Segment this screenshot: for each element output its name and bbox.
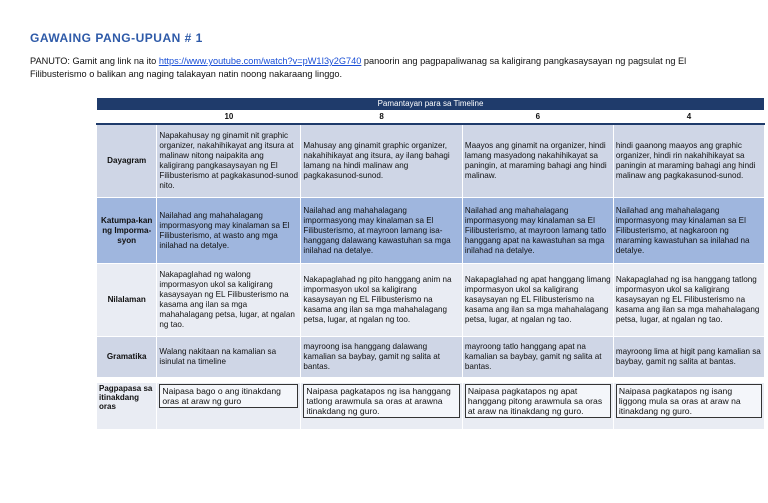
rubric-cell: mayroong isa hanggang dalawang kamalian sa baybay, gamit ng salita at bantas. (301, 337, 462, 378)
rubric-cell: Nailahad ang mahahalagang impormasyong may kinalaman sa El Filibusterismo, at wasto ang mga inilahad na detalye. (157, 198, 301, 264)
rubric-cell-text: Naipasa pagkatapos ng isa hanggang tatlong arawmula sa oras at arawna itinakdang ng guro. (303, 384, 459, 418)
rubric-row-nilalaman (97, 264, 765, 337)
instructions-prefix: PANUTO: Gamit ang link na ito (30, 56, 159, 66)
page-title: GAWAING PANG-UPUAN # 1 (30, 31, 203, 45)
rubric-row-dayagram (97, 124, 765, 198)
rubric-cell-text: Naipasa bago o ang itinakdang oras at araw ng guro (159, 384, 298, 408)
rubric-cell: mayroong lima at higit pang kamalian sa baybay, gamit ng salita at bantas. (613, 337, 764, 378)
score-header-10: 10 (157, 111, 301, 125)
rubric-cell: Nailahad ang mahahalagang impormasyong may kinalaman sa El Filibusterismo, at mayroon lamang isa- hanggang dalawang kawastuhan sa mga inilahad na detalye. (301, 198, 462, 264)
criterion-label: Gramatika (97, 337, 157, 378)
rubric-table (96, 97, 765, 430)
rubric-cell: Nailahad ang mahahalagang impormasyong may kinalaman sa El Filibusterismo, at mayroon lamang tatlo hanggang apat na kawastuhan sa mga inilahad na detalye. (462, 198, 613, 264)
criterion-label: Dayagram (97, 124, 157, 198)
rubric-cell: hindi gaanong maayos ang graphic organizer, hindi rin nakahihikayat sa paningin at maraming bahagi ang hindi malinaw ang pagkakasunod-sunod. (613, 124, 764, 198)
rubric-cell: Mahusay ang ginamit graphic organizer, nakahihikayat ang itsura, ay ilang bahagi lamang na hindi malinaw ang pagkakasunod-sunod. (301, 124, 462, 198)
rubric-cell: mayroong tatlo hanggang apat na kamalian sa baybay, gamit ng salita at bantas. (462, 337, 613, 378)
rubric-cell (157, 383, 301, 430)
instructions (30, 55, 740, 81)
score-header-4: 4 (613, 111, 764, 125)
criterion-label: Pagpapasa sa itinakdang oras (97, 383, 157, 430)
rubric-cell-text: Naipasa pagkatapos ng apat hanggang pitong arawmula sa oras at araw na itinakdang ng guro. (465, 384, 611, 418)
rubric-cell (613, 383, 764, 430)
rubric-cell: Nakapaglahad ng apat hanggang limang impormasyon ukol sa kaligirang kasaysayan ng EL Filibusterismo na kasama ang ilan sa mga mahahalagang petsa, lugar, at ngalan ng tao. (462, 264, 613, 337)
rubric-cell (462, 383, 613, 430)
rubric-row-katumpakan (97, 198, 765, 264)
instructions-suffix: panoorin ang pagpapaliwanag sa kaligirang pangkasaysayan ng pagsulat ng El Filibusterismo o balikan ang naging talakayan natin noong nakaraang linggo. (30, 56, 687, 79)
youtube-link[interactable]: https://www.youtube.com/watch?v=pW1I3y2G740 (158, 56, 362, 66)
rubric-cell-text: Naipasa pagkatapos ng isang liggong mula sa oras at araw na itinakdang ng guro. (616, 384, 762, 418)
rubric-row-gramatika (97, 337, 765, 378)
criterion-label: Katumpa-kan ng Imporma-syon (97, 198, 157, 264)
criterion-label: Nilalaman (97, 264, 157, 337)
score-header-6: 6 (462, 111, 613, 125)
rubric-cell: Nakapaglahad ng isa hanggang tatlong impormasyon ukol sa kaligirang kasaysayan ng EL Filibusterismo na kasama ang ilan sa mga mahahalagang petsa, lugar, at ngalan ng tao. (613, 264, 764, 337)
rubric-cell: Nailahad ang mahahalagang impormasyong may kinalaman sa El Filibusterismo, at nagkaroon ng maraming kawastuhan sa inilahad na detalye. (613, 198, 764, 264)
rubric-header: Pamantayan para sa Timeline (97, 98, 765, 111)
rubric-cell: Nakapaglahad ng pito hanggang anim na impormasyon ukol sa kaligirang kasaysayan ng EL Filibusterismo na kasama ang ilan sa mga mahahalagang petsa, lugar, at ngalan ng too. (301, 264, 462, 337)
rubric-cell: Maayos ang ginamit na organizer, hindi lamang masyadong nakahihikayat sa paningin, at maraming bahagi ang hindi malinaw. (462, 124, 613, 198)
rubric-cell (301, 383, 462, 430)
score-header-8: 8 (301, 111, 462, 125)
rubric-cell: Napakahusay ng ginamit nit graphic organizer, nakahihikayat ang itsura at malinaw nitong naipakita ang kaligirang pangkasaysayan ng El Filibusterismo at pagkakasunod-sunod nito. (157, 124, 301, 198)
rubric-row-pagpapasa (97, 383, 765, 430)
rubric-cell: Walang nakitaan na kamalian sa isinulat na timeline (157, 337, 301, 378)
rubric-cell: Nakapaglahad ng walong impormasyon ukol sa kaligirang kasaysayan ng EL Filibusterismo na kasama ang ilan sa mga mahahalagang petsa, lugar, at ngalan ng tao. (157, 264, 301, 337)
score-header-blank (97, 111, 157, 125)
